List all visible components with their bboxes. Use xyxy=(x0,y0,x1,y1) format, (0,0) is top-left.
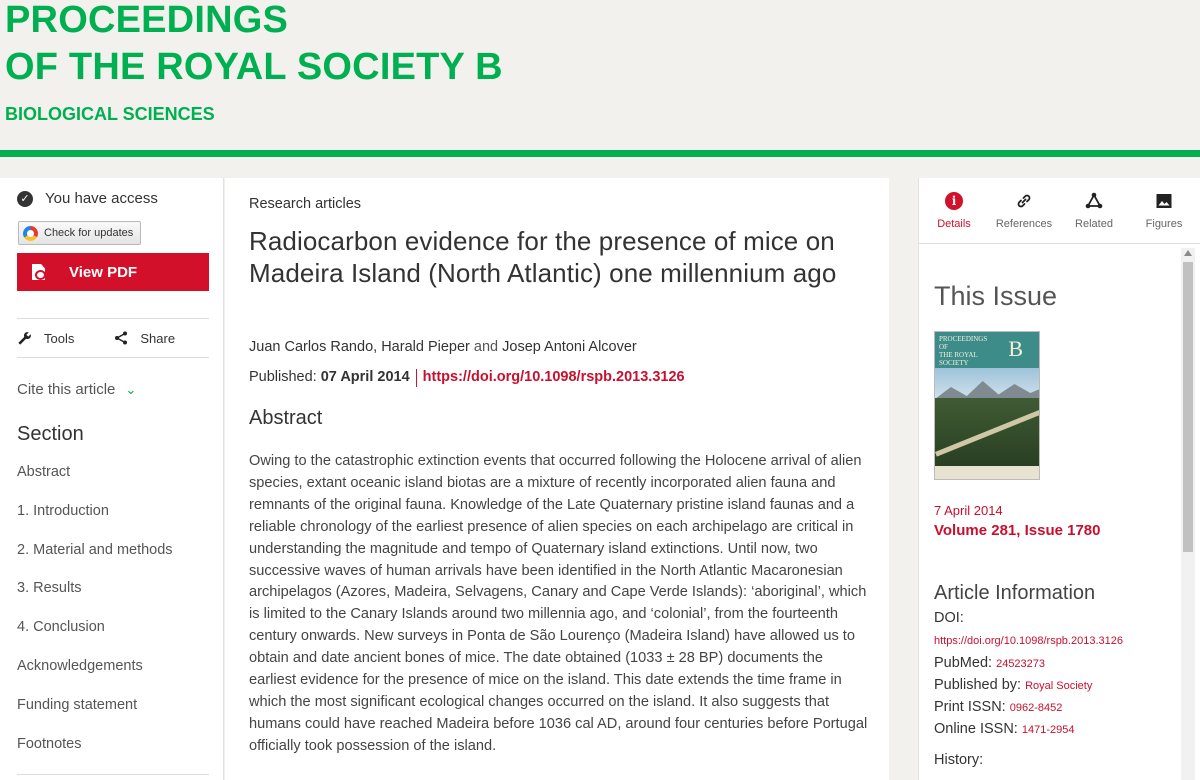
tools-label: Tools xyxy=(44,330,75,346)
link-icon xyxy=(1015,192,1033,210)
article-main xyxy=(225,178,889,780)
share-label: Share xyxy=(140,330,176,346)
abstract-text: Owing to the catastrophic extinction events that occurred following the Holocene arrival of alien species, extant oceanic island biotas are a mixture of recently incorporated alien fauna and remnants of the original fauna. Knowledge of the Late Quaternary pristine island faunas and a reliable chronology of the earliest presence of alien species on each archipelago are critical in understanding the magnitude and tempo of Quaternary island extinctions. Until now, two successive waves of human arrivals have been identified in the North Atlantic Macaronesian archipelagos (Azores, Madeira, Selvagens, Canary and Cape Verde Islands): ‘aboriginal’, which is limited to the Canary Islands around two millennia ago, and ‘colonial’, from the fourteenth century onwards. New surveys in Ponta de São Lourenço (Madeira Island) have allowed us to obtain and date ancient bones of mice. The date obtained (1033 ± 28 BP) documents the earliest evidence for the presence of mice on the island. This date extends the time frame in which the most significant ecological changes occurred on the island. It also suggests that humans could have reached Madeira before 1036 cal AD, around four centuries before Portugal officially took possession of the island. xyxy=(249,453,868,754)
scrollbar-thumb[interactable] xyxy=(1183,262,1193,552)
pdf-icon xyxy=(32,264,45,280)
cover-title-line2: OF xyxy=(939,343,948,351)
issue-cover-image[interactable] xyxy=(934,331,1040,480)
cite-label: Cite this article xyxy=(17,381,116,398)
tab-references[interactable] xyxy=(989,178,1059,243)
pubmed-label: PubMed: xyxy=(934,654,993,671)
doi-link[interactable]: https://doi.org/10.1098/rspb.2013.3126 xyxy=(422,369,685,385)
section-link-funding-statement[interactable]: Funding statement xyxy=(17,696,138,713)
cover-title-line3: THE ROYAL xyxy=(939,351,978,359)
view-pdf-label: View PDF xyxy=(69,263,138,281)
article-information-heading: Article Information xyxy=(934,582,1096,604)
article-information-list xyxy=(934,610,1174,774)
doi-label: DOI: xyxy=(934,610,964,626)
article-category[interactable]: Research articles xyxy=(249,196,362,212)
publisher-link[interactable]: Royal Society xyxy=(1025,679,1093,692)
tab-details[interactable] xyxy=(919,178,989,243)
pubmed-link[interactable]: 24523273 xyxy=(996,657,1046,670)
published-date: 07 April 2014 xyxy=(320,369,410,385)
share-button[interactable] xyxy=(114,331,175,346)
journal-title-line2: OF THE ROYAL SOCIETY B xyxy=(5,46,503,88)
cover-letter: B xyxy=(1008,336,1023,361)
published-separator xyxy=(416,369,417,387)
tab-related[interactable] xyxy=(1059,178,1129,243)
cite-this-article-button[interactable] xyxy=(17,381,136,398)
section-link-acknowledgements[interactable]: Acknowledgements xyxy=(17,657,143,674)
share-icon xyxy=(114,331,128,345)
info-icon: i xyxy=(945,192,963,210)
left-sidebar xyxy=(0,178,224,780)
cover-masthead xyxy=(935,332,1040,368)
issue-volume-link[interactable]: Volume 281, Issue 1780 xyxy=(934,522,1101,539)
this-issue-heading: This Issue xyxy=(934,281,1058,311)
related-icon xyxy=(1085,192,1103,210)
panel-scrollbar[interactable] xyxy=(1181,248,1195,780)
article-title: Radiocarbon evidence for the presence of mice on Madeira Island (North Atlantic) one millennium ago xyxy=(249,226,837,288)
image-icon xyxy=(1155,192,1173,210)
section-link-results[interactable]: 3. Results xyxy=(17,580,82,597)
print-issn-label: Print ISSN: xyxy=(934,699,1006,716)
cover-title-line1: PROCEEDINGS xyxy=(939,335,988,343)
tab-figures-label: Figures xyxy=(1145,218,1183,230)
tab-related-label: Related xyxy=(1075,218,1113,230)
tools-button[interactable] xyxy=(17,331,74,346)
section-link-conclusion[interactable]: 4. Conclusion xyxy=(17,619,105,636)
section-nav xyxy=(17,464,173,774)
access-label: You have access xyxy=(45,190,158,207)
detail-tabs xyxy=(919,178,1200,244)
right-panel xyxy=(918,178,1200,780)
tools-share-row xyxy=(17,318,209,358)
tab-references-label: References xyxy=(995,218,1053,230)
sidebar-divider xyxy=(17,774,209,775)
check-for-updates-button[interactable] xyxy=(18,221,141,245)
wrench-icon xyxy=(17,331,32,346)
section-heading: Section xyxy=(17,423,84,445)
section-link-abstract[interactable]: Abstract xyxy=(17,464,71,480)
journal-logo[interactable] xyxy=(5,0,503,91)
view-pdf-button[interactable] xyxy=(17,253,209,291)
check-circle-icon: ✓ xyxy=(17,191,33,207)
crossmark-icon xyxy=(23,226,38,241)
info-doi-link[interactable]: https://doi.org/10.1098/rspb.2013.3126 xyxy=(934,635,1123,648)
published-label: Published: xyxy=(249,369,317,385)
published-info xyxy=(249,369,685,387)
scroll-up-icon[interactable] xyxy=(1184,250,1192,256)
cover-footer xyxy=(935,466,1040,480)
section-link-material-and-methods[interactable]: 2. Material and methods xyxy=(17,541,173,558)
author-link[interactable]: Juan Carlos Rando xyxy=(249,339,374,355)
history-label: History: xyxy=(934,751,984,768)
print-issn-link[interactable]: 0962-8452 xyxy=(1009,702,1063,715)
section-link-footnotes[interactable]: Footnotes xyxy=(17,735,82,752)
abstract-heading: Abstract xyxy=(249,407,323,429)
author-and: and xyxy=(473,339,499,355)
tab-figures[interactable] xyxy=(1129,178,1199,243)
tab-details-label: Details xyxy=(937,218,971,230)
masthead xyxy=(0,0,1200,150)
journal-title-line1: PROCEEDINGS xyxy=(5,0,289,41)
chevron-down-icon: ⌄ xyxy=(125,381,137,397)
issue-date: 7 April 2014 xyxy=(934,503,1003,518)
cover-title-line4: SOCIETY xyxy=(939,359,969,367)
published-by-label: Published by: xyxy=(934,676,1022,693)
author-link[interactable]: Josep Antoni Alcover xyxy=(502,339,637,355)
access-status xyxy=(17,190,158,207)
header-divider xyxy=(0,150,1200,157)
author-list: Juan Carlos Rando, Harald Pieper and Josep Antoni Alcover xyxy=(249,339,637,355)
author-link[interactable]: Harald Pieper xyxy=(381,339,470,355)
online-issn-label: Online ISSN: xyxy=(934,721,1018,738)
online-issn-link[interactable]: 1471-2954 xyxy=(1021,724,1075,737)
section-link-introduction[interactable]: 1. Introduction xyxy=(17,502,109,519)
journal-subtitle: BIOLOGICAL SCIENCES xyxy=(5,104,215,124)
check-for-updates-label: Check for updates xyxy=(44,227,134,239)
